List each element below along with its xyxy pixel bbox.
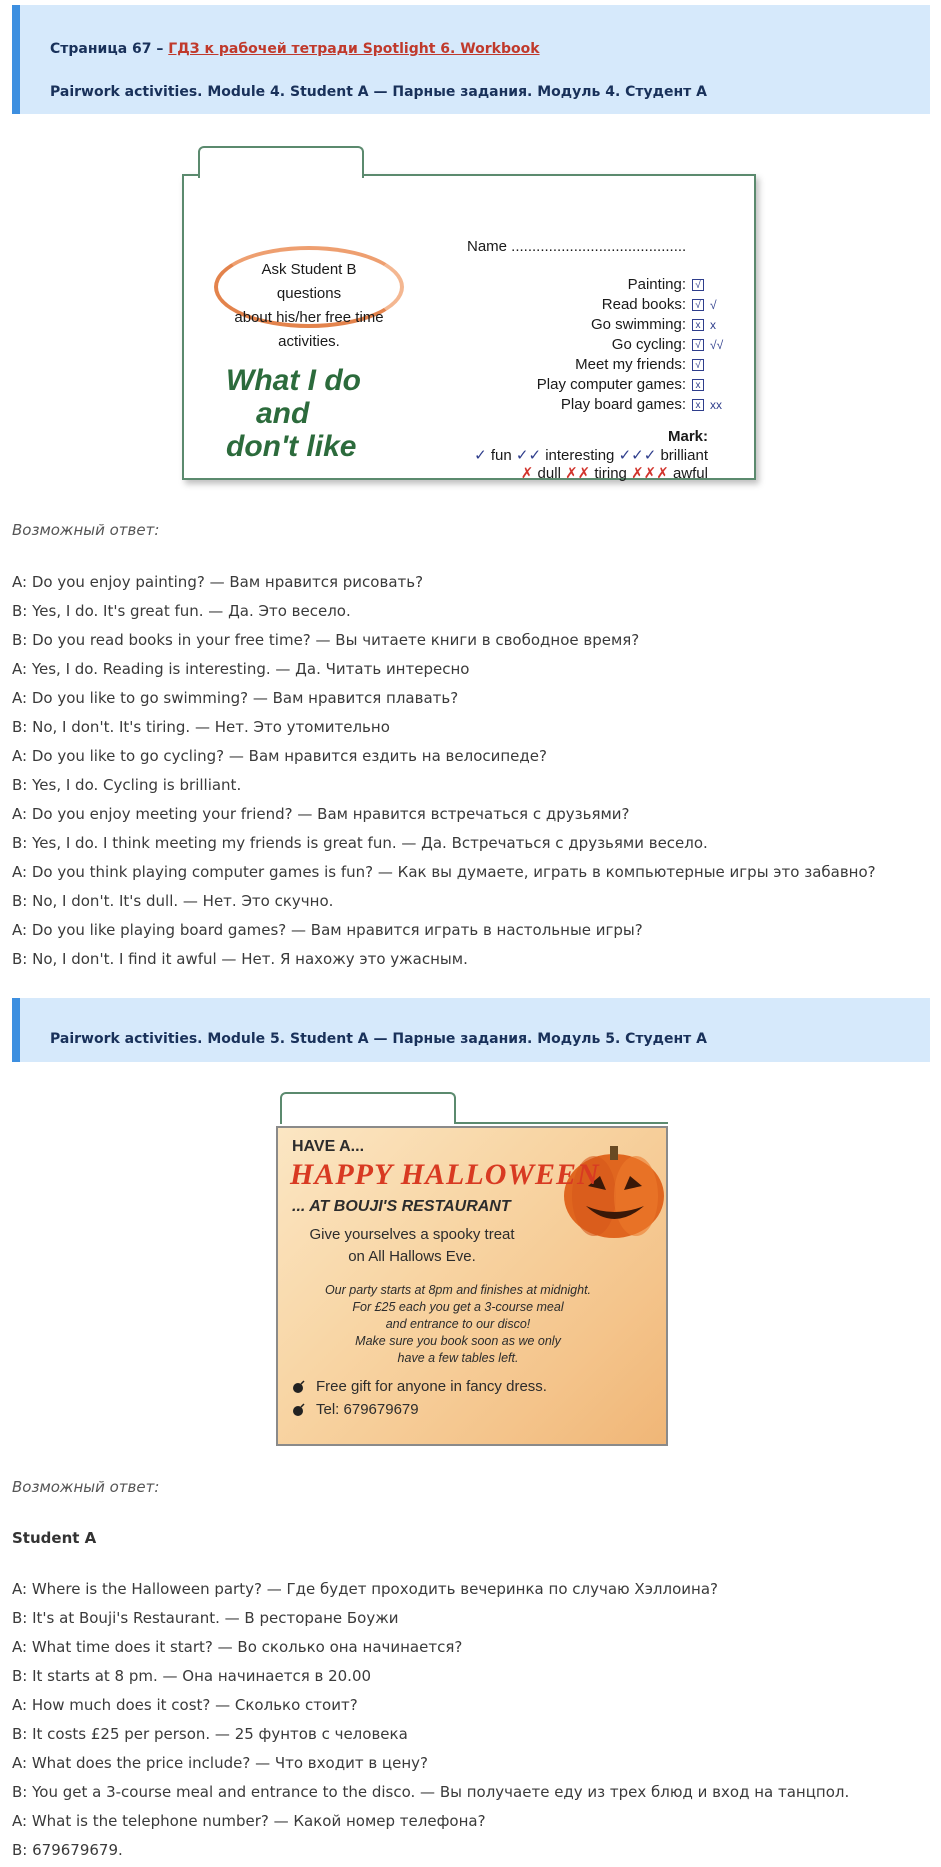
- title-line-3: don't like: [226, 430, 357, 463]
- legend-label: awful: [672, 465, 708, 482]
- dialogue-line: A: Yes, I do. Reading is interesting. — Да. Читать интересно: [12, 660, 470, 678]
- dialogue-line: A: What time does it start? — Во сколько она начинается?: [12, 1638, 463, 1656]
- dialogue-line: B: You get a 3-course meal and entrance to the disco. — Вы получаете еду из трех блюд и вход на танцпол.: [12, 1783, 850, 1801]
- details-line: For £25 each you get a 3-course meal: [352, 1300, 564, 1314]
- dialogue-line: B: It starts at 8 pm. — Она начинается в 20.00: [12, 1667, 372, 1685]
- cross-icon: ✗✗: [565, 465, 591, 482]
- page-number-label: Страница 67 –: [50, 41, 169, 57]
- card-tab: [198, 146, 364, 178]
- dialogue-line: A: Where is the Halloween party? — Где будет проходить вечеринка по случаю Хэллоина?: [12, 1580, 718, 1598]
- page-title: [50, 41, 540, 57]
- legend-positive: [474, 446, 708, 464]
- activity-label: Meet my friends:: [575, 356, 686, 373]
- checkbox: √: [692, 299, 704, 311]
- activity-row: [591, 316, 732, 333]
- student-a-label: Student A: [12, 1529, 97, 1547]
- dialogue-line: A: How much does it cost? — Сколько стоит?: [12, 1696, 358, 1714]
- ask-line-1: Ask Student B questions: [261, 261, 357, 302]
- details-line: and entrance to our disco!: [385, 1317, 531, 1331]
- dialogue-line: B: It costs £25 per person. — 25 фунтов с человека: [12, 1725, 408, 1743]
- bomb-bullet-icon: [292, 1380, 306, 1394]
- dialogue-line: A: Do you enjoy painting? — Вам нравится рисовать?: [12, 573, 424, 591]
- activity-marks: x: [710, 317, 716, 332]
- tel-row: [292, 1401, 419, 1418]
- legend-label: interesting: [545, 447, 615, 464]
- card-tab: [280, 1092, 456, 1124]
- details-line: have a few tables left.: [397, 1351, 519, 1365]
- activity-row: [537, 376, 732, 393]
- workbook-link[interactable]: ГДЗ к рабочей тетради Spotlight 6. Workbook: [168, 41, 540, 57]
- gift-row: [292, 1378, 547, 1395]
- title-line-1: What I do: [226, 364, 361, 397]
- flyer-have-a: HAVE A...: [292, 1138, 365, 1155]
- module5-banner: [12, 998, 930, 1062]
- checkbox: x: [692, 319, 704, 331]
- dialogue-line: B: Do you read books in your free time? — Вы читаете книги в свободное время?: [12, 631, 640, 649]
- ask-instructions: [228, 258, 390, 354]
- dialogue-line: B: No, I don't. I find it awful — Нет. Я нахожу это ужасным.: [12, 950, 468, 968]
- gift-text: Free gift for anyone in fancy dress.: [316, 1378, 547, 1395]
- legend-label: fun: [490, 447, 512, 464]
- tagline-line: Give yourselves a spooky treat: [309, 1226, 515, 1243]
- title-line-2: and: [256, 397, 310, 430]
- answer-label: Возможный ответ:: [12, 1478, 160, 1496]
- card-title: [226, 364, 426, 463]
- activity-marks: xx: [710, 397, 722, 412]
- legend-label: dull: [537, 465, 561, 482]
- activity-marks: √: [710, 297, 717, 312]
- activity-row: [602, 296, 732, 313]
- module5-title: Pairwork activities. Module 5. Student A — Парные задания. Модуль 5. Студент A: [50, 1031, 707, 1047]
- flyer-restaurant: ... AT BOUJI'S RESTAURANT: [292, 1198, 511, 1215]
- bomb-bullet-icon: [292, 1403, 306, 1417]
- checkbox: x: [692, 399, 704, 411]
- ask-line-3: activities.: [278, 333, 340, 350]
- dialogue-line: B: Yes, I do. I think meeting my friends is great fun. — Да. Встречаться с друзьями весело.: [12, 834, 708, 852]
- activity-label: Read books:: [601, 296, 686, 313]
- card-body: [182, 174, 756, 480]
- checkbox: √: [692, 359, 704, 371]
- flyer-title: HAPPY HALLOWEEN: [290, 1158, 600, 1191]
- details-line: Make sure you book soon as we only: [355, 1334, 561, 1348]
- flyer-details: [318, 1282, 598, 1367]
- checkbox: x: [692, 379, 704, 391]
- cross-icon: ✗✗✗: [631, 465, 669, 482]
- mark-title: Mark:: [667, 428, 708, 445]
- tagline-line: on All Hallows Eve.: [348, 1248, 476, 1265]
- tel-text: Tel: 679679679: [316, 1401, 419, 1418]
- dialogue-line: B: Yes, I do. Cycling is brilliant.: [12, 776, 242, 794]
- free-time-card: [180, 144, 760, 486]
- legend-label: brilliant: [660, 447, 708, 464]
- cross-icon: ✗: [520, 465, 534, 482]
- answer-label: Возможный ответ:: [12, 521, 160, 539]
- activity-label: Go swimming:: [590, 316, 686, 333]
- flyer-tagline: [292, 1224, 532, 1268]
- activity-row: [612, 336, 732, 353]
- legend-label: tiring: [594, 465, 627, 482]
- dialogue-line: A: Do you enjoy meeting your friend? — Вам нравится встречаться с друзьями?: [12, 805, 630, 823]
- activity-label: Painting:: [627, 276, 686, 293]
- activity-label: Go cycling:: [611, 336, 686, 353]
- checkbox: √: [692, 279, 704, 291]
- activity-row: [575, 356, 732, 373]
- dialogue-line: B: No, I don't. It's tiring. — Нет. Это утомительно: [12, 718, 390, 736]
- dialogue-line: A: Do you like playing board games? — Вам нравится играть в настольные игры?: [12, 921, 643, 939]
- activity-row: [561, 396, 732, 413]
- dialogue-line: A: Do you think playing computer games is fun? — Как вы думаете, играть в компьютерные игры это забавно?: [12, 863, 876, 881]
- legend-negative: [521, 464, 708, 482]
- tick-icon: ✓✓: [515, 447, 542, 464]
- dialogue-line: B: Yes, I do. It's great fun. — Да. Это весело.: [12, 602, 351, 620]
- dialogue-line: B: No, I don't. It's dull. — Нет. Это скучно.: [12, 892, 334, 910]
- dialogue-line: A: Do you like to go swimming? — Вам нравится плавать?: [12, 689, 459, 707]
- module4-title: Pairwork activities. Module 4. Student A — Парные задания. Модуль 4. Студент A: [50, 84, 707, 100]
- tick-icon: ✓✓✓: [618, 447, 657, 464]
- checkbox: √: [692, 339, 704, 351]
- activity-marks: √√: [710, 337, 724, 352]
- halloween-card: [272, 1090, 672, 1448]
- card-divider: [456, 1122, 668, 1124]
- dialogue-line: B: 679679679.: [12, 1841, 123, 1859]
- activity-label: Play computer games:: [536, 376, 686, 393]
- dialogue-line: B: It's at Bouji's Restaurant. — В ресторане Боужи: [12, 1609, 399, 1627]
- ask-line-2: about his/her free time: [234, 309, 384, 326]
- tick-icon: ✓: [474, 447, 487, 464]
- activity-row: [628, 276, 732, 293]
- halloween-flyer: [276, 1126, 668, 1446]
- dialogue-line: A: What does the price include? — Что входит в цену?: [12, 1754, 429, 1772]
- header-banner: [12, 5, 930, 114]
- dialogue-line: A: Do you like to go cycling? — Вам нравится ездить на велосипеде?: [12, 747, 547, 765]
- details-line: Our party starts at 8pm and finishes at midnight.: [324, 1283, 592, 1297]
- name-field: Name ..........................................: [467, 238, 687, 255]
- activity-label: Play board games:: [560, 396, 686, 413]
- dialogue-line: A: What is the telephone number? — Какой номер телефона?: [12, 1812, 486, 1830]
